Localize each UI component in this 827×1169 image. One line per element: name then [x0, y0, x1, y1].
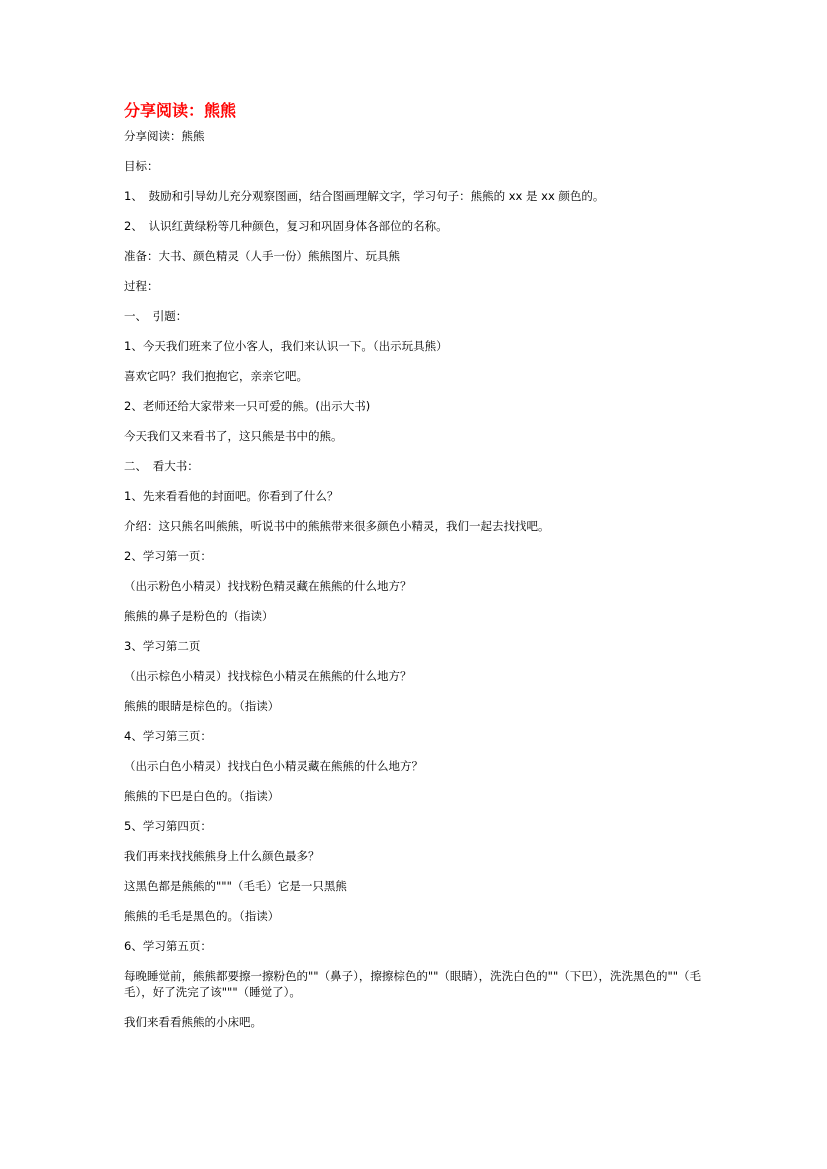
- paragraph: 1、先来看看他的封面吧。你看到了什么？: [124, 489, 339, 503]
- paragraph: 每晚睡觉前，熊熊都要擦一擦粉色的""（鼻子），擦擦棕色的""（眼睛），洗洗白色的""（下巴），洗洗黑色的""（毛毛），好了洗完了该"""（睡觉了）。: [124, 969, 702, 999]
- paragraph: 1、今天我们班来了位小客人，我们来认识一下。（出示玩具熊）: [124, 339, 448, 353]
- paragraph: （出示棕色小精灵）找找棕色小精灵在熊熊的什么地方？: [124, 669, 412, 683]
- paragraph: 2、 认识红黄绿粉等几种颜色，复习和巩固身体各部位的名称。: [124, 219, 448, 233]
- paragraph: （出示粉色小精灵）找找粉色精灵藏在熊熊的什么地方？: [124, 579, 412, 593]
- paragraph: 喜欢它吗？我们抱抱它，亲亲它吧。: [124, 369, 308, 383]
- paragraph: 熊熊的毛毛是黑色的。（指读）: [124, 909, 280, 923]
- paragraph: 分享阅读：熊熊: [124, 129, 205, 143]
- paragraph: 我们来看看熊熊的小床吧。: [124, 1015, 262, 1029]
- paragraph: 1、 鼓励和引导幼儿充分观察图画，结合图画理解文字，学习句子：熊熊的 xx 是 xx 颜色的。: [124, 189, 605, 203]
- paragraph: 过程：: [124, 279, 159, 293]
- paragraph: 2、学习第一页：: [124, 549, 212, 563]
- paragraph: 目标：: [124, 159, 159, 173]
- paragraph: 这黑色都是熊熊的"""（毛毛）它是一只黑熊: [124, 879, 347, 893]
- document-page: [124, 100, 714, 1044]
- paragraph: 熊熊的眼睛是棕色的。（指读）: [124, 699, 280, 713]
- paragraph: 今天我们又来看书了，这只熊是书中的熊。: [124, 429, 343, 443]
- paragraph: 准备：大书、颜色精灵（人手一份）熊熊图片、玩具熊: [124, 249, 400, 263]
- paragraph: 熊熊的鼻子是粉色的（指读）: [124, 609, 274, 623]
- paragraph: 6、学习第五页：: [124, 939, 212, 953]
- paragraph: 介绍：这只熊名叫熊熊，听说书中的熊熊带来很多颜色小精灵，我们一起去找找吧。: [124, 519, 550, 533]
- paragraph: 一、 引题：: [124, 309, 188, 323]
- document-body: [124, 128, 714, 1030]
- document-title: 分享阅读：熊熊: [124, 101, 237, 120]
- paragraph: 3、学习第二页: [124, 639, 201, 653]
- paragraph: （出示白色小精灵）找找白色小精灵藏在熊熊的什么地方？: [124, 759, 423, 773]
- paragraph: 5、学习第四页：: [124, 819, 212, 833]
- paragraph: 4、学习第三页：: [124, 729, 212, 743]
- paragraph: 熊熊的下巴是白色的。（指读）: [124, 789, 280, 803]
- paragraph: 2、老师还给大家带来一只可爱的熊。(出示大书): [124, 399, 371, 413]
- paragraph: 二、 看大书：: [124, 459, 199, 473]
- paragraph: 我们再来找找熊熊身上什么颜色最多？: [124, 849, 320, 863]
